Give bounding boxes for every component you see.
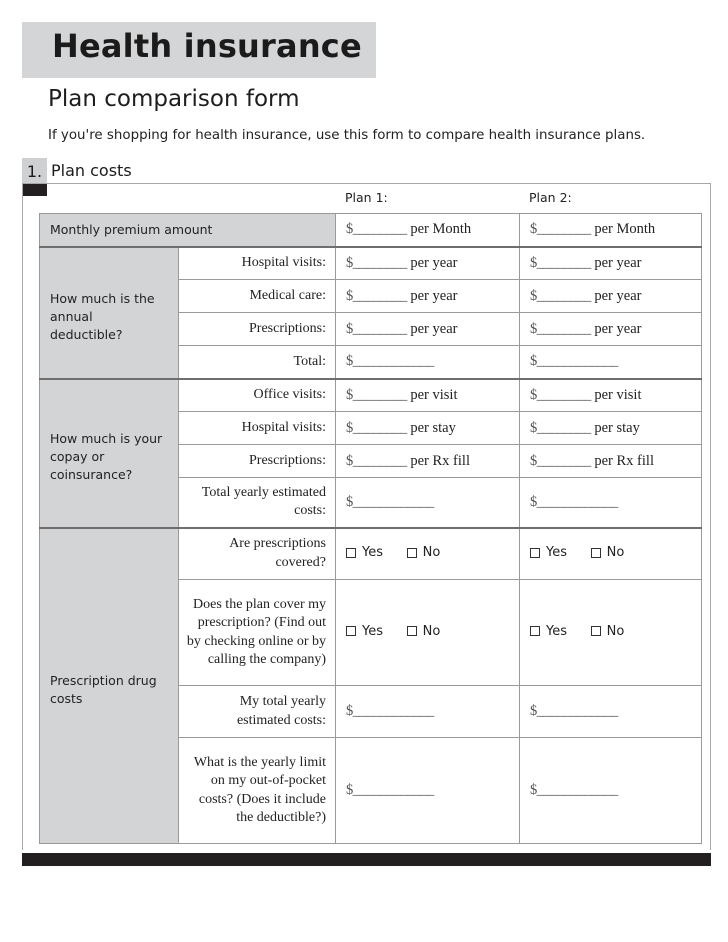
plan1-rx-covered-yes-checkbox[interactable]: Yes	[346, 545, 383, 560]
drug-group-label: Prescription drug costs	[40, 528, 179, 844]
checkbox-icon	[407, 626, 417, 636]
form-subtitle: Plan comparison form	[48, 86, 300, 112]
plan1-copay-office-field[interactable]: $________ per visit	[336, 379, 520, 412]
plan1-covers-my-rx-options	[336, 580, 520, 686]
plan2-copay-total-field[interactable]: $____________	[520, 478, 702, 528]
row-label: Does the plan cover my prescription? (Find out by checking online or by calling the company)	[179, 580, 336, 686]
plan2-covers-my-rx-yes-checkbox[interactable]: Yes	[530, 624, 567, 639]
plan1-rx-covered-no-checkbox[interactable]: No	[407, 545, 441, 560]
plan1-deductible-rx-field[interactable]: $________ per year	[336, 313, 520, 346]
footer-bar	[22, 853, 711, 866]
premium-label: Monthly premium amount	[40, 214, 336, 247]
plan2-header: Plan 2:	[529, 190, 572, 205]
intro-text: If you're shopping for health insurance, use this form to compare health insurance plans.	[48, 128, 646, 143]
row-label: What is the yearly limit on my out-of-pocket costs? (Does it include the deductible?)	[179, 738, 336, 844]
checkbox-icon	[346, 626, 356, 636]
row-label: Are prescriptions covered?	[179, 528, 336, 580]
plan2-copay-rx-field[interactable]: $________ per Rx fill	[520, 445, 702, 478]
plan2-copay-hospital-field[interactable]: $________ per stay	[520, 412, 702, 445]
plan2-deductible-medical-field[interactable]: $________ per year	[520, 280, 702, 313]
section-title: Plan costs	[51, 161, 132, 180]
plan2-deductible-rx-field[interactable]: $________ per year	[520, 313, 702, 346]
deductible-group-label: How much is the annual deductible?	[40, 247, 179, 379]
checkbox-icon	[346, 548, 356, 558]
checkbox-icon	[591, 626, 601, 636]
plan-comparison-table	[39, 213, 702, 844]
plan1-oop-limit-field[interactable]: $____________	[336, 738, 520, 844]
plan2-oop-limit-field[interactable]: $____________	[520, 738, 702, 844]
plan2-copay-office-field[interactable]: $________ per visit	[520, 379, 702, 412]
plan2-deductible-total-field[interactable]: $____________	[520, 346, 702, 379]
section-number: 1.	[22, 158, 47, 183]
plan1-covers-my-rx-no-checkbox[interactable]: No	[407, 624, 441, 639]
plan1-copay-hospital-field[interactable]: $________ per stay	[336, 412, 520, 445]
table-row	[40, 379, 702, 412]
row-label: Prescriptions:	[179, 313, 336, 346]
plan2-rx-covered-no-checkbox[interactable]: No	[591, 545, 625, 560]
plan1-deductible-hospital-field[interactable]: $________ per year	[336, 247, 520, 280]
row-label: My total yearly estimated costs:	[179, 686, 336, 738]
plan1-deductible-total-field[interactable]: $____________	[336, 346, 520, 379]
plan2-premium-field[interactable]: $________ per Month	[520, 214, 702, 247]
row-label: Total:	[179, 346, 336, 379]
plan1-premium-field[interactable]: $________ per Month	[336, 214, 520, 247]
plan2-rx-covered-yes-checkbox[interactable]: Yes	[530, 545, 567, 560]
page-title: Health insurance	[52, 27, 362, 65]
row-label: Office visits:	[179, 379, 336, 412]
plan1-copay-total-field[interactable]: $____________	[336, 478, 520, 528]
plan2-covers-my-rx-no-checkbox[interactable]: No	[591, 624, 625, 639]
premium-row	[40, 214, 702, 247]
plan1-deductible-medical-field[interactable]: $________ per year	[336, 280, 520, 313]
row-label: Prescriptions:	[179, 445, 336, 478]
checkbox-icon	[530, 626, 540, 636]
row-label: Medical care:	[179, 280, 336, 313]
table-row	[40, 528, 702, 580]
copay-group-label: How much is your copay or coinsurance?	[40, 379, 179, 528]
plan2-deductible-hospital-field[interactable]: $________ per year	[520, 247, 702, 280]
checkbox-icon	[407, 548, 417, 558]
plan1-header: Plan 1:	[345, 190, 388, 205]
plan1-copay-rx-field[interactable]: $________ per Rx fill	[336, 445, 520, 478]
plan2-covers-my-rx-options	[520, 580, 702, 686]
plan2-rx-covered-options	[520, 528, 702, 580]
row-label: Hospital visits:	[179, 247, 336, 280]
row-label: Total yearly estimated costs:	[179, 478, 336, 528]
title-band	[22, 22, 376, 78]
row-label: Hospital visits:	[179, 412, 336, 445]
plan1-rx-yearly-cost-field[interactable]: $____________	[336, 686, 520, 738]
table-row	[40, 247, 702, 280]
plan1-covers-my-rx-yes-checkbox[interactable]: Yes	[346, 624, 383, 639]
checkbox-icon	[530, 548, 540, 558]
plan1-rx-covered-options	[336, 528, 520, 580]
plan2-rx-yearly-cost-field[interactable]: $____________	[520, 686, 702, 738]
checkbox-icon	[591, 548, 601, 558]
